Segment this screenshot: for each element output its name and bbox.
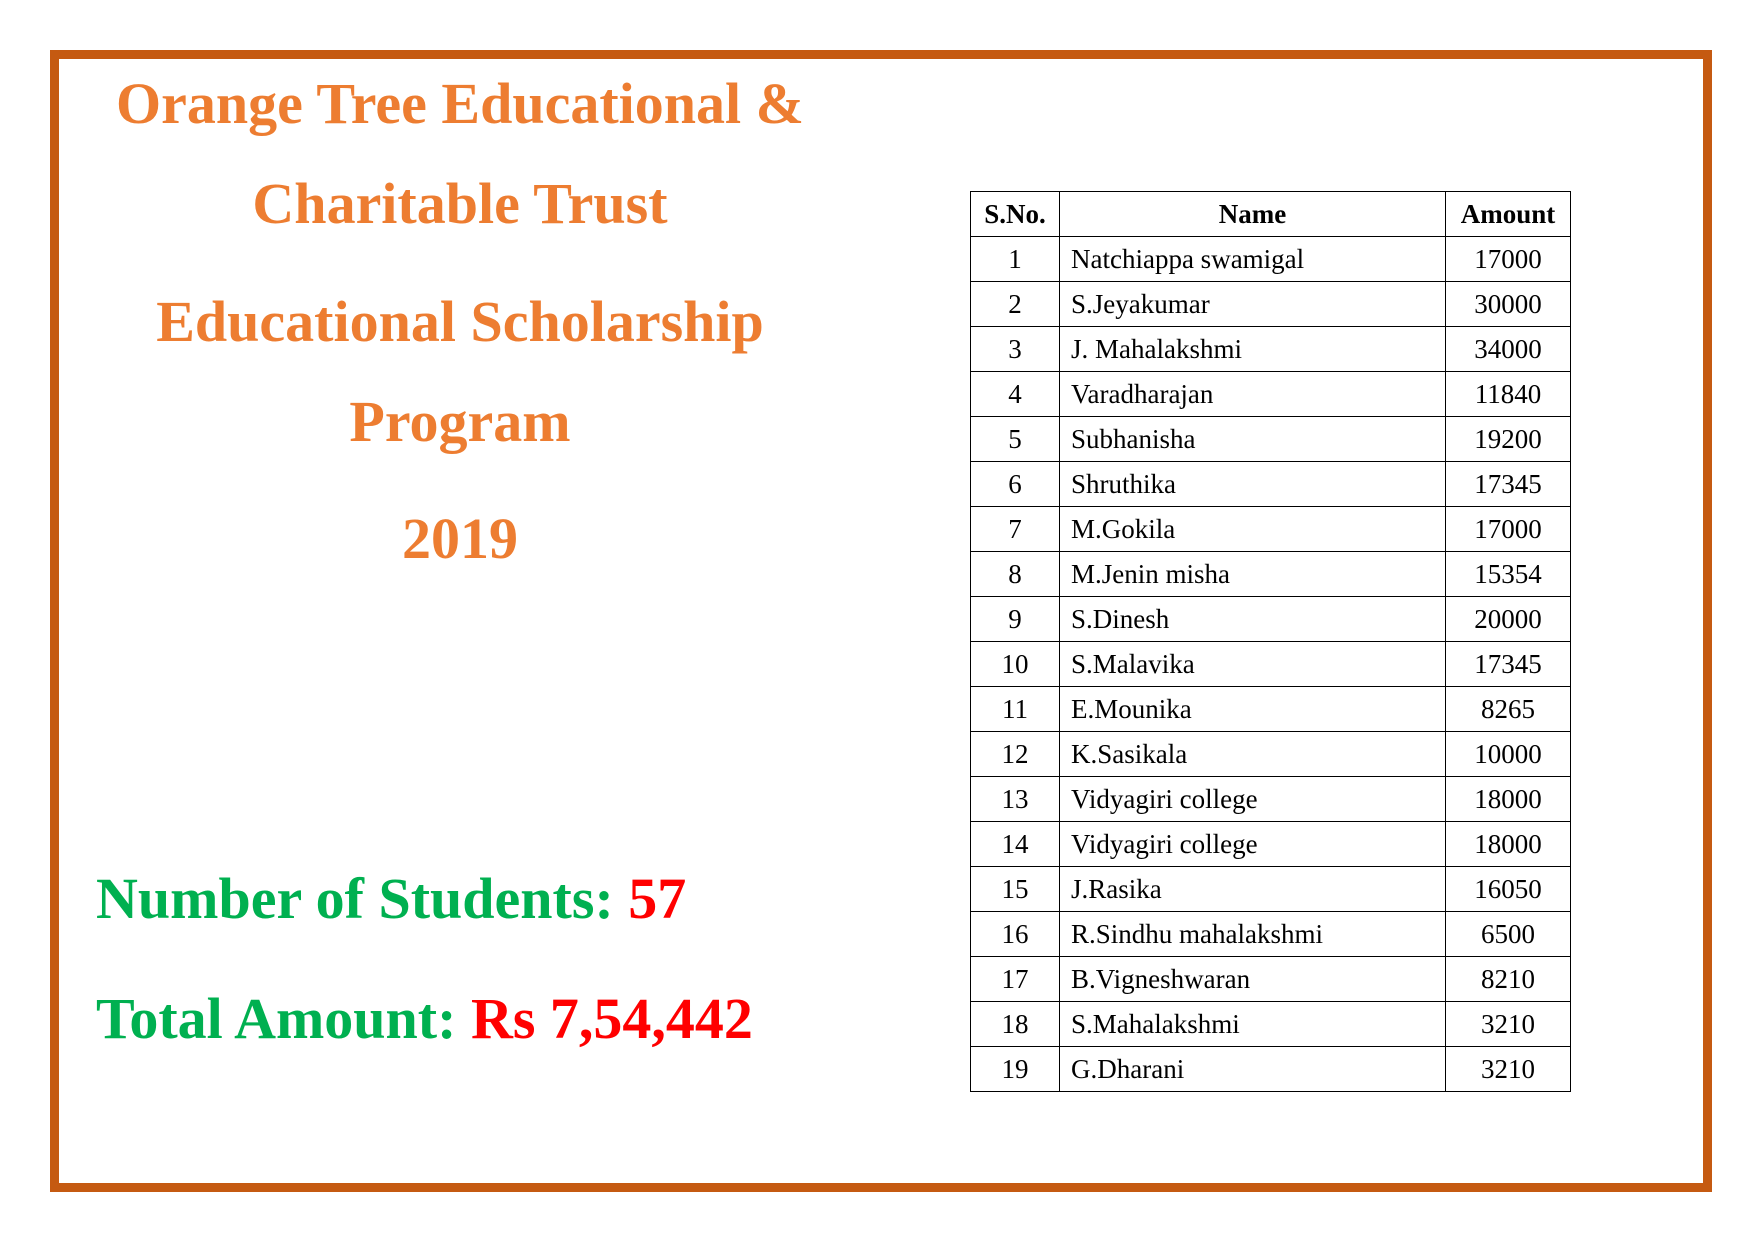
cell-name: K.Sasikala (1060, 732, 1446, 777)
cell-sno: 5 (971, 417, 1060, 462)
scholarship-table (970, 191, 1571, 1092)
table-row (971, 462, 1571, 507)
title-line-trust-name: Orange Tree Educational & (116, 71, 804, 136)
cell-amount: 11840 (1446, 372, 1571, 417)
cell-sno: 17 (971, 957, 1060, 1002)
table-row (971, 282, 1571, 327)
table-row (971, 372, 1571, 417)
header-amount: Amount (1446, 192, 1571, 237)
cell-sno: 13 (971, 777, 1060, 822)
table-row (971, 552, 1571, 597)
title-line-program-word: Program (349, 389, 571, 454)
table-body (971, 237, 1571, 1092)
students-count-label: Number of Students: (96, 866, 614, 931)
students-count-stat (96, 865, 686, 932)
table-row (971, 1047, 1571, 1092)
cell-sno: 4 (971, 372, 1060, 417)
cell-amount: 15354 (1446, 552, 1571, 597)
cell-sno: 8 (971, 552, 1060, 597)
cell-name: R.Sindhu mahalakshmi (1060, 912, 1446, 957)
cell-name: M.Gokila (1060, 507, 1446, 552)
title-line-program: Educational Scholarship (156, 289, 764, 354)
cell-name: S.Jeyakumar (1060, 282, 1446, 327)
cell-sno: 16 (971, 912, 1060, 957)
cell-name: Subhanisha (1060, 417, 1446, 462)
cell-sno: 9 (971, 597, 1060, 642)
cell-name: B.Vigneshwaran (1060, 957, 1446, 1002)
table-row (971, 1002, 1571, 1047)
table-row (971, 822, 1571, 867)
table-row (971, 507, 1571, 552)
cell-sno: 2 (971, 282, 1060, 327)
cell-sno: 11 (971, 687, 1060, 732)
cell-sno: 10 (971, 642, 1060, 687)
total-amount-stat (96, 985, 753, 1052)
cell-amount: 19200 (1446, 417, 1571, 462)
cell-amount: 18000 (1446, 777, 1571, 822)
cell-name: G.Dharani (1060, 1047, 1446, 1092)
cell-name: S.Dinesh (1060, 597, 1446, 642)
table-row (971, 597, 1571, 642)
table-row (971, 912, 1571, 957)
cell-name: E.Mounika (1060, 687, 1446, 732)
table-row (971, 642, 1571, 687)
cell-name: Shruthika (1060, 462, 1446, 507)
cell-amount: 3210 (1446, 1047, 1571, 1092)
cell-name: Varadharajan (1060, 372, 1446, 417)
table-row (971, 732, 1571, 777)
total-amount-label: Total Amount: (96, 986, 457, 1051)
cell-amount: 17000 (1446, 507, 1571, 552)
cell-sno: 15 (971, 867, 1060, 912)
cell-amount: 34000 (1446, 327, 1571, 372)
cell-name: S.Mahalakshmi (1060, 1002, 1446, 1047)
cell-sno: 1 (971, 237, 1060, 282)
cell-amount: 30000 (1446, 282, 1571, 327)
cell-name: M.Jenin misha (1060, 552, 1446, 597)
cell-amount: 3210 (1446, 1002, 1571, 1047)
table-row (971, 237, 1571, 282)
cell-sno: 18 (971, 1002, 1060, 1047)
table-row (971, 957, 1571, 1002)
table-row (971, 687, 1571, 732)
cell-sno: 6 (971, 462, 1060, 507)
cell-amount: 20000 (1446, 597, 1571, 642)
header-name: Name (1060, 192, 1446, 237)
cell-amount: 6500 (1446, 912, 1571, 957)
cell-amount: 8210 (1446, 957, 1571, 1002)
cell-amount: 17000 (1446, 237, 1571, 282)
cell-amount: 17345 (1446, 642, 1571, 687)
students-count-value: 57 (628, 866, 687, 931)
cell-amount: 16050 (1446, 867, 1571, 912)
table-header-row (971, 192, 1571, 237)
cell-name: Vidyagiri college (1060, 777, 1446, 822)
cell-amount: 10000 (1446, 732, 1571, 777)
cell-sno: 3 (971, 327, 1060, 372)
cell-name: S.Malavika (1060, 642, 1446, 687)
table-row (971, 777, 1571, 822)
cell-amount: 17345 (1446, 462, 1571, 507)
cell-name: Vidyagiri college (1060, 822, 1446, 867)
cell-amount: 18000 (1446, 822, 1571, 867)
header-sno: S.No. (971, 192, 1060, 237)
title-line-trust-type: Charitable Trust (252, 171, 668, 236)
cell-sno: 12 (971, 732, 1060, 777)
cell-amount: 8265 (1446, 687, 1571, 732)
table-row (971, 417, 1571, 462)
cell-name: J. Mahalakshmi (1060, 327, 1446, 372)
cell-name: Natchiappa swamigal (1060, 237, 1446, 282)
cell-name: J.Rasika (1060, 867, 1446, 912)
cell-sno: 14 (971, 822, 1060, 867)
table-row (971, 327, 1571, 372)
cell-sno: 7 (971, 507, 1060, 552)
title-line-year: 2019 (402, 506, 518, 571)
cell-sno: 19 (971, 1047, 1060, 1092)
total-amount-value: Rs 7,54,442 (470, 986, 753, 1051)
table-row (971, 867, 1571, 912)
